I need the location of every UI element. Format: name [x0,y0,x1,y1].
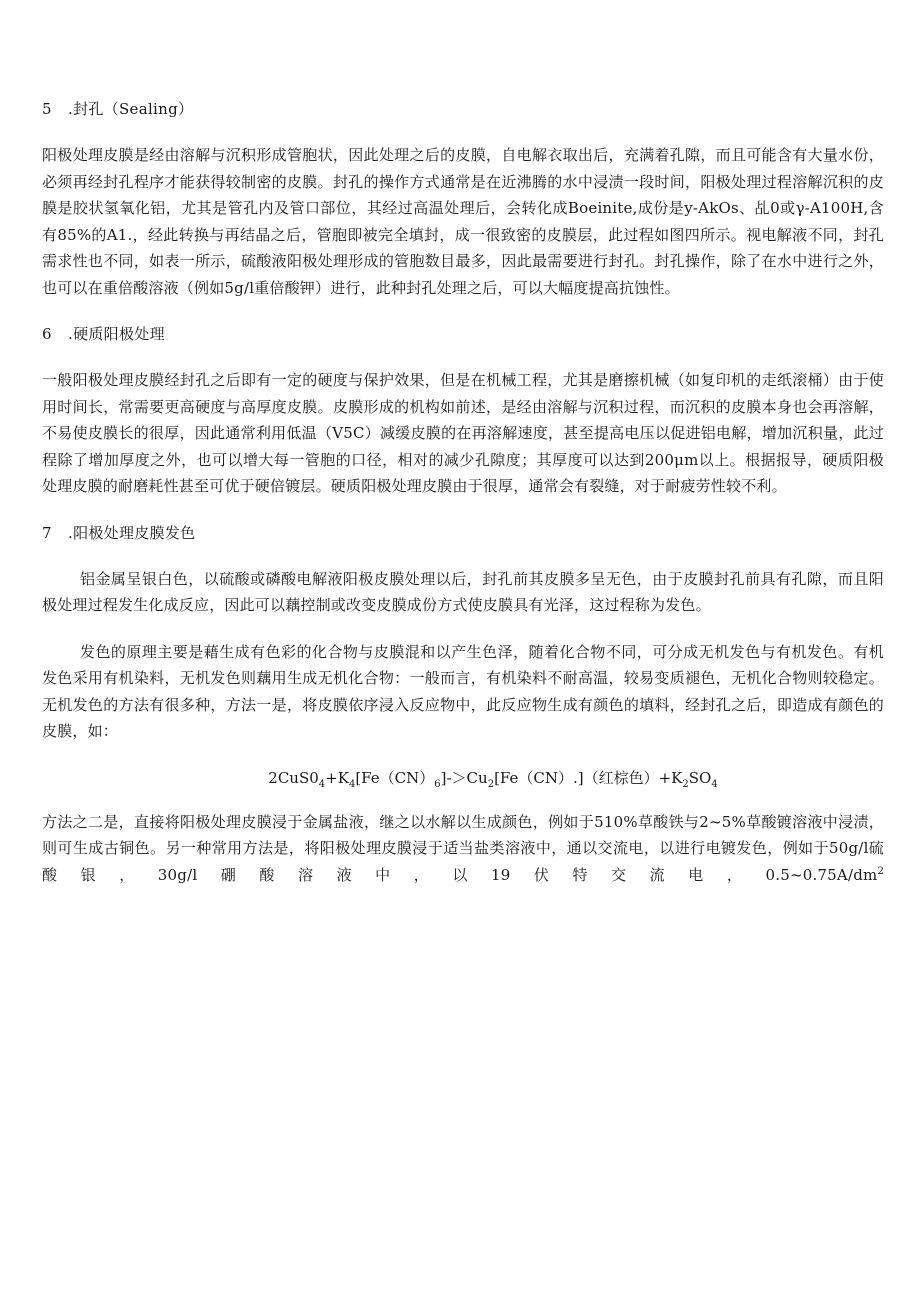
coloring-principle-paragraph: 发色的原理主要是藉生成有色彩的化合物与皮膜混和以产生色泽，随着化合物不同，可分成无机发色与有机发色。有机发色采用有机染料，无机发色则藕用生成无机化合物：一般而言，有机染料不耐高温，较易变质褪色，无机化合物则较稳定。无机发色的方法有很多种，方法一是，将皮膜依序浸入反应物中，此反应物生成有颜色的填料，经封孔之后，即造成有颜色的皮膜，如： [42,642,884,740]
formula-part: ]-＞Cu [440,768,488,787]
sealing-paragraph: 阳极处理皮膜是经由溶解与沉积形成管胞状，因此处理之后的皮膜，自电解衣取出后，充满着孔隙，而且可能含有大量水份，必须再经封孔程序才能获得较制密的皮膜。封孔的操作方式通常是在近沸腾的水中浸渍一段时间，阳极处理过程溶解沉积的皮膜是胶状氢氧化铝，尤其是管孔内及管口部位，其经过高温处理后，会转化成Boeinite,成份是y-AkOs、乩0或γ-A100H,含有85%的A1.，经此转换与再结晶之后，管胞即被完全填封，成一很致密的皮膜层，此过程如图四所示。视电解液不同，封孔需求性也不同，如表一所示，硫酸液阳极处理形成的管胞数目最多，因此最需要进行封孔。封孔操作，除了在水中进行之外，也可以在重倍酸溶液（例如5g/l重倍酸钾）进行，此种封孔处理之后，可以大幅度提高抗蚀性。 [42,146,884,297]
formula-part: 2CuS0 [268,768,319,787]
section-number: 7 [42,523,52,542]
formula-subscript: 6 [434,778,441,790]
formula-part: [Fe（CN） [355,768,435,787]
chemical-formula [42,765,884,791]
section-number: 6 [42,325,52,343]
formula-part: [Fe（CN）.]（红棕色）+K [494,768,683,787]
section-title: .硬质阳极处理 [68,325,165,343]
section-number: 5 [42,100,52,118]
coloring-intro-paragraph: 铝金属呈银白色，以硫酸或磷酸电解液阳极皮膜处理以后，封孔前其皮膜多呈无色，由于皮膜封孔前具有孔隙，而且阳极处理过程发生化成反应，因此可以藕控制或改变皮膜成份方式使皮膜具有光泽，这过程称为发色。 [42,569,884,614]
formula-subscript: 2 [487,778,495,790]
document-page [42,96,884,908]
coloring-methods-paragraph [42,809,884,889]
formula-subscript: 4 [318,778,326,790]
section-heading-5 [42,96,884,122]
formula-part: SO [688,768,712,787]
hard-anodizing-paragraph: 一般阳极处理皮膜经封孔之后即有一定的硬度与保护效果，但是在机械工程，尤其是磨擦机械（如复印机的走纸滚桶）由于使用时间长，常需要更高硬度与高厚度皮膜。皮膜形成的机构如前述，是经由溶解与沉积过程，而沉积的皮膜本身也会再溶解，不易使皮膜长的很厚，因此通常利用低温（V5C）减缓皮膜的在再溶解速度，甚至提高电压以促进铝电解，增加沉积量，此过程除了增加厚度之外，也可以增大每一管胞的口径，相对的减少孔隙度；其厚度可以达到200μm以上。根据报导，硬质阳极处理皮膜的耐磨耗性甚至可优于硬倍镀层。硬质阳极处理皮膜由于很厚，通常会有裂缝，对于耐疲劳性较不利。 [42,371,884,495]
formula-part: +K [325,768,349,787]
unit-superscript: 2 [877,865,884,877]
formula-subscript: 2 [682,778,689,790]
section-title: .阳极处理皮膜发色 [68,523,196,542]
formula-subscript: 4 [348,778,356,790]
formula-subscript: 4 [711,778,718,790]
methods-text: 方法之二是，直接将阳极处理皮膜浸于金属盐液，继之以水解以生成颜色，例如于510%草酸铁与2~5%草酸镀溶液中浸渍，则可生成古铜色。另一种常用方法是，将阳极处理皮膜浸于适当盐类溶液中，通以交流电，以进行电镀发色，例如于50g/l硫酸银，30g/l硼酸溶液中，以19伏特交流电，0.5~0.75A/dm [42,812,884,884]
section-heading-7 [42,520,884,546]
section-title: .封孔（Sealing） [68,100,194,118]
section-heading-6 [42,321,884,347]
